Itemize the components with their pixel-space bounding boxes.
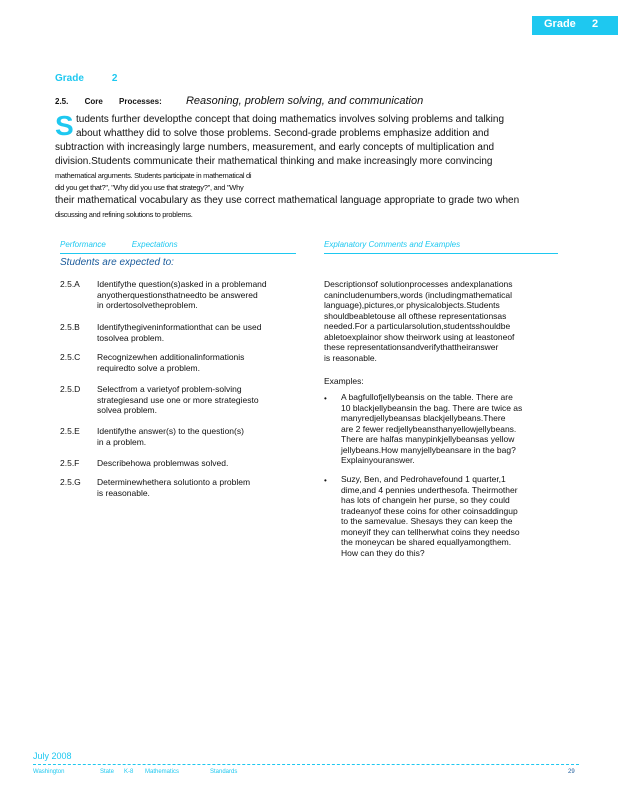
intro-line: about whatthey did to solve those problems. Second-grade problems emphasize addition and xyxy=(76,128,490,139)
example-item: Suzy, Ben, and Pedrohavefound 1 quarter,1 dime,and 4 pennies underthesofa. Theirmother has lots of changein her purse, so they could tradeanyof these coins for other coinsaddingup to the samevalue. Shesays they can keep the moneyif they can tellherwhat coins they needso the moneycan be shared equallyamongthem. How can they do this? xyxy=(341,474,520,558)
standard-word: Core xyxy=(84,97,103,106)
right-header-rule xyxy=(324,253,558,254)
expectation-code: 2.5.C xyxy=(60,352,81,362)
expectation-code: 2.5.F xyxy=(60,458,80,468)
explanatory-paragraph: Descriptionsof solutionprocesses andexplanations canincludenumbers,words (includingmathematical language),pictures,or physicalobjects.Students shouldbeabletouse all ofthese representationsas needed.For a particularsolution,studentsshouldbe abletoexplainor show theirwork using at leastoneof these representationsandverifythattheiranswer is reasonable. xyxy=(324,279,515,363)
expectation-text: Identifythegiveninformationthat can be used tosolvea problem. xyxy=(97,322,262,343)
intro-line: division.Students communicate their mathematical thinking and make increasingly more convincing xyxy=(55,156,493,167)
footer-date: July 2008 xyxy=(33,751,72,761)
bullet-icon: • xyxy=(324,476,327,485)
grade-tab xyxy=(532,16,618,35)
intro-dropcap: S xyxy=(55,110,74,141)
standard-type: Processes: xyxy=(119,97,162,106)
footer-word: Standards xyxy=(210,769,238,775)
expectation-text: Determinewhethera solutionto a problem is reasonable. xyxy=(97,477,251,498)
expectations-label: Expectations xyxy=(131,240,178,249)
bullet-icon: • xyxy=(324,394,327,403)
intro-line: subtraction with increasingly large numbers, measurement, and early concepts of multiplication and xyxy=(55,142,495,153)
intro-line: did you get that?", "Why did you use that strategy?", and "Why xyxy=(55,183,244,192)
standard-number: 2.5. xyxy=(55,97,69,106)
expectation-text: Recognizewhen additionalinformationis requiredto solve a problem. xyxy=(97,352,245,373)
footer-rule xyxy=(33,764,579,765)
expectation-text: Identifythe answer(s) to the question(s) in a problem. xyxy=(97,426,244,447)
expectation-code: 2.5.B xyxy=(60,322,80,332)
expectation-text: Identifythe question(s)asked in a problemand anyotherquestionsthatneedto be answered in ordertosolvetheproblem. xyxy=(97,279,267,310)
intro-line: tudents further developthe concept that doing mathematics involves solving problems and talking xyxy=(76,114,505,125)
section-grade-number: 2 xyxy=(111,73,118,84)
students-expected-subheader: Students are expected to: xyxy=(60,257,174,268)
example-item: A bagfullofjellybeansis on the table. There are 10 blackjellybeansin the bag. There are twice as manyredjellybeansas blackjellybeans.There are 2 fewer redjellybeansthanyellowjellybeans. There are halfas manypinkjellybeansas yellow jellybeans.How manyjellybeansare in the bag? Explainyouranswer. xyxy=(341,392,523,465)
footer-word: K-8 xyxy=(124,769,134,775)
footer-word: Washington xyxy=(33,769,65,775)
explanatory-comments-header: Explanatory Comments and Examples xyxy=(324,240,461,249)
section-grade-heading xyxy=(55,73,117,84)
intro-line: their mathematical vocabulary as they use correct mathematical language appropriate to grade two when xyxy=(55,195,520,206)
expectation-code: 2.5.G xyxy=(60,477,81,487)
expectation-text: Selectfrom a varietyof problem-solving strategiesand use one or more strategiesto solvea problem. xyxy=(97,384,259,415)
grade-tab-label: Grade xyxy=(544,18,576,30)
section-grade-label: Grade xyxy=(55,73,84,84)
grade-tab-number: 2 xyxy=(592,18,599,30)
page-number: 29 xyxy=(568,769,575,775)
expectation-text: Describehowa problemwas solved. xyxy=(97,458,229,468)
footer-word: Mathematics xyxy=(145,769,180,775)
left-header-rule xyxy=(60,253,296,254)
performance-expectations-header xyxy=(60,240,178,249)
performance-label: Performance xyxy=(60,240,106,249)
intro-line: discussing and refining solutions to problems. xyxy=(55,210,193,219)
footer-word: State xyxy=(100,769,115,775)
standard-heading xyxy=(55,95,423,107)
examples-label: Examples: xyxy=(324,376,364,386)
expectation-code: 2.5.D xyxy=(60,384,81,394)
intro-line: mathematical arguments. Students participate in mathematical di xyxy=(55,171,252,180)
expectation-code: 2.5.E xyxy=(60,426,80,436)
expectation-code: 2.5.A xyxy=(60,279,80,289)
standard-title: Reasoning, problem solving, and communication xyxy=(185,95,424,107)
